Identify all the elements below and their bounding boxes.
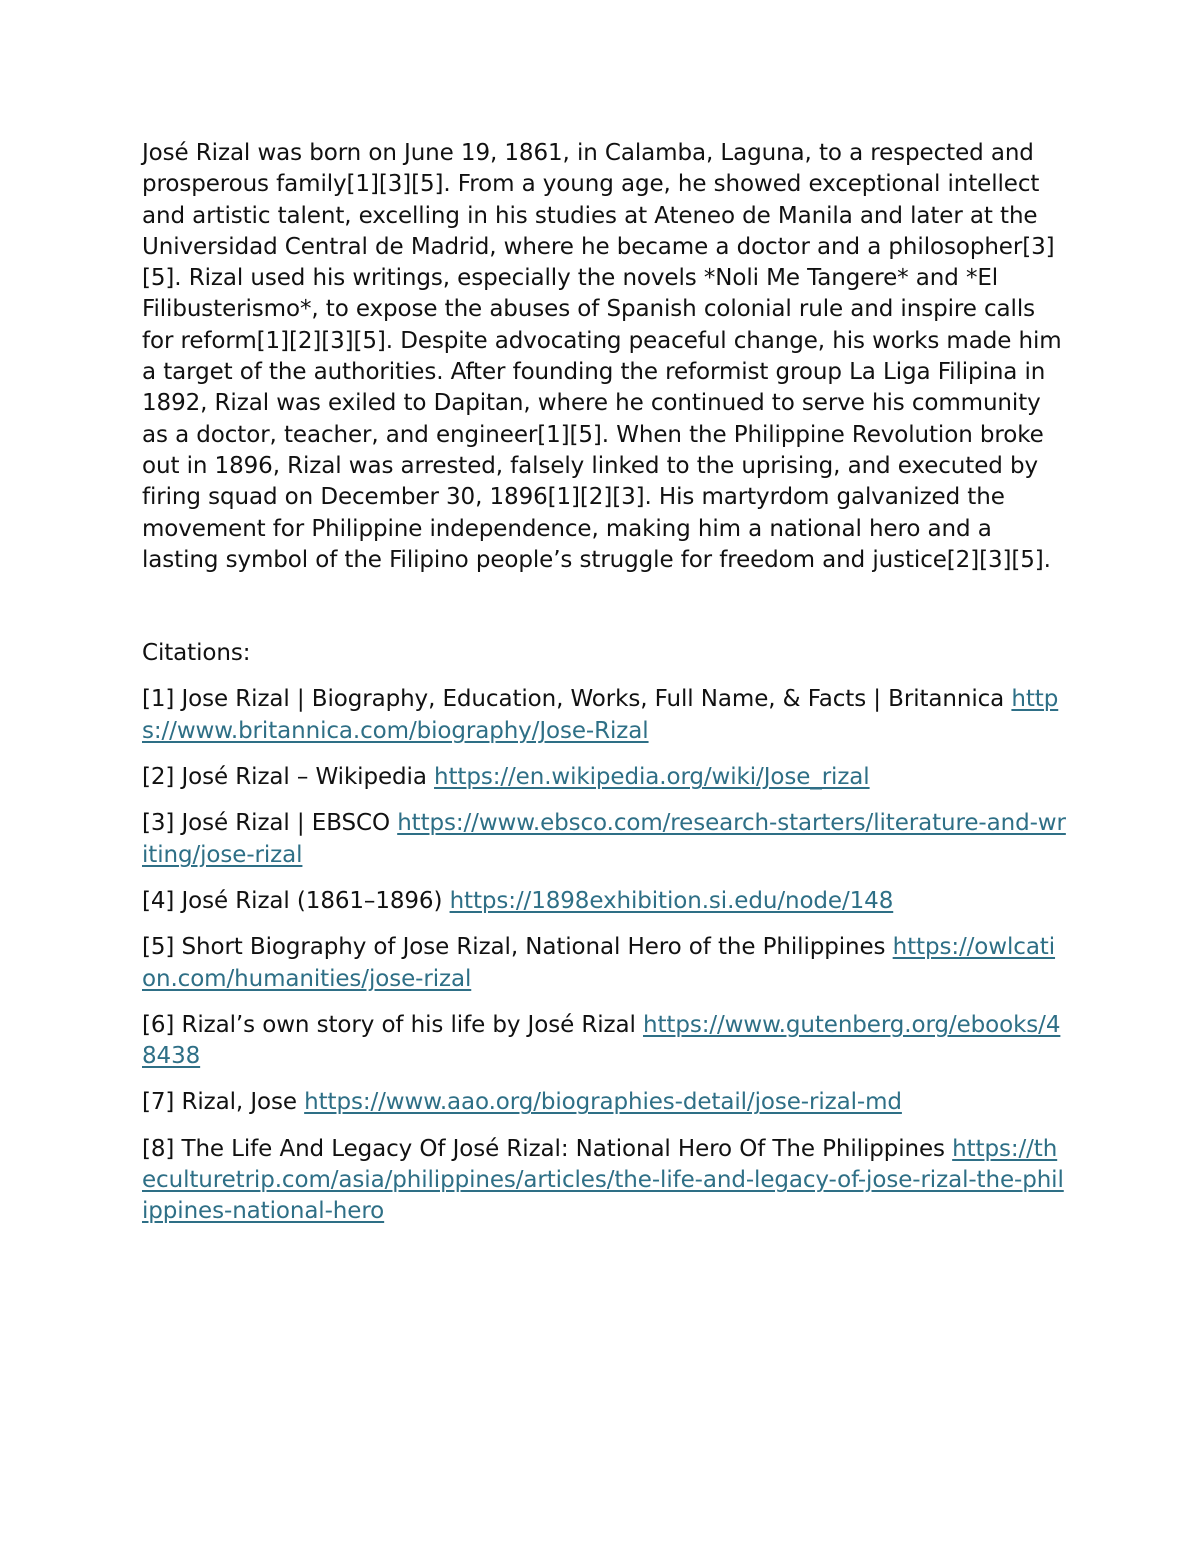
- citation-label: [3] José Rizal | EBSCO: [142, 810, 390, 837]
- citation-label: [1] Jose Rizal | Biography, Education, Works, Full Name, & Facts | Britannica: [142, 686, 1005, 713]
- citation-link[interactable]: https://en.wikipedia.org/wiki/Jose_rizal: [434, 764, 870, 791]
- citation-link[interactable]: https://www.gutenberg.org/ebooks/48438: [142, 1011, 1061, 1070]
- citation-4: [142, 886, 1067, 917]
- citation-link[interactable]: https://1898exhibition.si.edu/node/148: [449, 887, 894, 914]
- citation-link[interactable]: https://www.ebsco.com/research-starters/literature-and-writing/jose-rizal: [142, 810, 1066, 868]
- citation-5: [142, 932, 1067, 995]
- citations-heading: Citations:: [142, 640, 251, 667]
- citation-link[interactable]: https://theculturetrip.com/asia/philippines/articles/the-life-and-legacy-of-jose-rizal-the-philippines-national-hero: [142, 1135, 1064, 1225]
- citation-6: [142, 1010, 1067, 1073]
- document-page: [142, 138, 1067, 1243]
- citation-label: [4] José Rizal (1861–1896): [142, 887, 443, 914]
- citation-2: [142, 762, 1067, 793]
- citation-label: [5] Short Biography of Jose Rizal, National Hero of the Philippines: [142, 934, 886, 961]
- citation-label: [7] Rizal, Jose: [142, 1089, 297, 1116]
- citation-label: [6] Rizal’s own story of his life by José Rizal: [142, 1011, 636, 1038]
- citation-link[interactable]: https://owlcation.com/humanities/jose-rizal: [142, 934, 1056, 992]
- citation-1: [142, 684, 1067, 747]
- citation-7: [142, 1087, 1067, 1118]
- citation-link[interactable]: https://www.britannica.com/biography/Jose-Rizal: [142, 686, 1059, 744]
- citation-8: [142, 1134, 1067, 1228]
- citation-3: [142, 808, 1067, 871]
- citation-link[interactable]: https://www.aao.org/biographies-detail/jose-rizal-md: [304, 1089, 902, 1116]
- citation-label: [2] José Rizal – Wikipedia: [142, 764, 427, 791]
- citation-label: [8] The Life And Legacy Of José Rizal: National Hero Of The Philippines: [142, 1135, 945, 1162]
- biography-paragraph: José Rizal was born on June 19, 1861, in Calamba, Laguna, to a respected and prosperous family[1][3][5]. From a young age, he showed exceptional intellect and artistic talent, excelling in his studies at Ateneo de Manila and later at the Universidad Central de Madrid, where he became a doctor and a philosopher[3][5]. Rizal used his writings, especially the novels *Noli Me Tangere* and *El Filibusterismo*, to expose the abuses of Spanish colonial rule and inspire calls for reform[1][2][3][5]. Despite advocating peaceful change, his works made him a target of the authorities. After founding the reformist group La Liga Filipina in 1892, Rizal was exiled to Dapitan, where he continued to serve his community as a doctor, teacher, and engineer[1][5]. When the Philippine Revolution broke out in 1896, Rizal was arrested, falsely linked to the uprising, and executed by firing squad on December 30, 1896[1][2][3]. His martyrdom galvanized the movement for Philippine independence, making him a national hero and a lasting symbol of the Filipino people’s struggle for freedom and justice[2][3][5].: [142, 140, 1062, 573]
